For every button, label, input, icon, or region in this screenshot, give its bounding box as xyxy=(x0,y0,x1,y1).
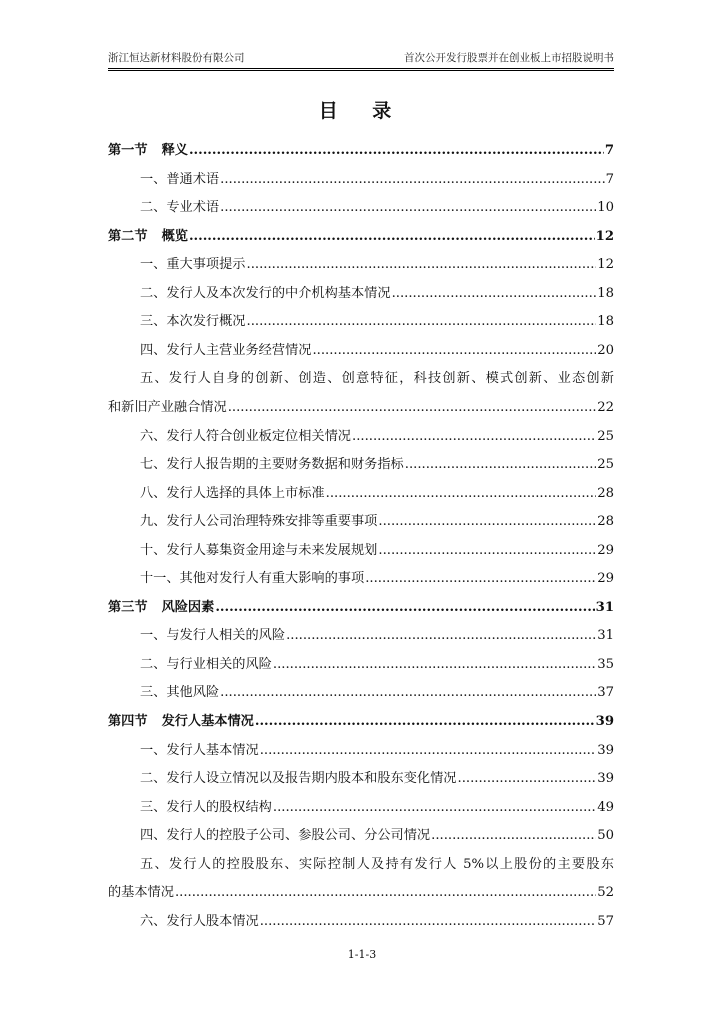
toc-leader-dots xyxy=(260,912,597,932)
toc-entry-label: 一、发行人基本情况 xyxy=(140,742,259,758)
toc-leader-dots xyxy=(255,712,595,732)
toc-entry-row[interactable] xyxy=(108,369,614,389)
toc-entry-label: 一、普通术语 xyxy=(140,171,220,187)
toc-entry-label: 的基本情况 xyxy=(108,885,174,901)
toc-page-number: 18 xyxy=(597,314,614,330)
toc-entry-label: 七、发行人报告期的主要财务数据和财务指标 xyxy=(140,457,404,473)
header-company: 浙江恒达新材料股份有限公司 xyxy=(108,52,245,64)
toc-leader-dots xyxy=(228,398,597,418)
toc-entry-row[interactable] xyxy=(108,312,614,332)
toc-entry-label: 一、重大事项提示 xyxy=(140,257,246,273)
toc-entry-label: 二、与行业相关的风险 xyxy=(140,656,272,672)
toc-entry-label: 五、发行人自身的创新、创造、创意特征，科技创新、模式创新、业态创新 xyxy=(140,371,614,387)
toc-page-number: 25 xyxy=(597,428,614,444)
toc-leader-dots xyxy=(431,826,596,846)
toc-leader-dots xyxy=(352,427,596,447)
toc-entry-row[interactable] xyxy=(108,741,614,761)
toc-entry-label: 第一节 释义 xyxy=(108,143,188,158)
toc-leader-dots xyxy=(378,541,596,561)
toc-entry-row[interactable] xyxy=(108,341,614,361)
toc-entry-row[interactable] xyxy=(108,798,614,818)
toc-entry-label: 二、发行人设立情况以及报告期内股本和股东变化情况 xyxy=(140,771,457,787)
toc-entry-row[interactable] xyxy=(108,170,614,190)
toc-page-number: 12 xyxy=(597,257,614,273)
toc-page-number: 12 xyxy=(595,228,614,244)
toc-entry-label: 十一、其他对发行人有重大影响的事项 xyxy=(140,571,365,587)
toc-leader-dots xyxy=(189,141,604,161)
toc-section-number: 第四节 xyxy=(108,714,148,729)
toc-section-number: 第三节 xyxy=(108,599,148,615)
toc-leader-dots xyxy=(175,883,596,903)
page-header xyxy=(108,49,614,69)
toc-leader-dots xyxy=(220,198,596,218)
toc-entry-label: 三、本次发行概况 xyxy=(140,314,246,330)
toc-entry-label: 三、发行人的股权结构 xyxy=(140,799,272,815)
toc-leader-dots xyxy=(365,569,596,589)
toc-entry-label: 一、与发行人相关的风险 xyxy=(140,628,286,644)
toc-page-number: 22 xyxy=(597,399,614,415)
toc-leader-dots xyxy=(378,512,596,532)
toc-page-number: 39 xyxy=(597,742,614,758)
toc-entry-row[interactable] xyxy=(108,427,614,447)
toc-page-number: 28 xyxy=(597,514,614,530)
toc-page-number: 35 xyxy=(597,656,614,672)
toc-page-number: 31 xyxy=(595,599,614,615)
toc-leader-dots xyxy=(405,455,596,475)
toc-leader-dots xyxy=(189,227,595,247)
toc-page-number: 37 xyxy=(597,685,614,701)
toc-page-number: 49 xyxy=(597,799,614,815)
toc-leader-dots xyxy=(458,769,597,789)
toc-entry-row[interactable] xyxy=(108,198,614,218)
toc-page-number: 29 xyxy=(597,542,614,558)
toc-page-number: 10 xyxy=(597,200,614,216)
toc-leader-dots xyxy=(260,741,597,761)
toc-leader-dots xyxy=(392,284,597,304)
toc-title: 目 录 xyxy=(318,100,406,122)
toc-entry-label: 二、专业术语 xyxy=(140,200,220,216)
toc-entry-label: 和新旧产业融合情况 xyxy=(108,399,227,415)
toc-entry-row[interactable] xyxy=(108,655,614,675)
toc-section-row[interactable] xyxy=(108,712,614,732)
toc-entry-row[interactable] xyxy=(108,569,614,589)
toc-entry-label: 四、发行人的控股子公司、参股公司、分公司情况 xyxy=(140,828,431,844)
toc-leader-dots xyxy=(286,626,596,646)
toc-page-number: 29 xyxy=(597,571,614,587)
toc-leader-dots xyxy=(247,255,597,275)
toc-entry-label: 八、发行人选择的具体上市标准 xyxy=(140,485,325,501)
toc-entry-row[interactable] xyxy=(108,484,614,504)
toc-section-number: 第一节 xyxy=(108,143,148,158)
toc-page-number: 25 xyxy=(597,457,614,473)
toc-page-number: 28 xyxy=(597,485,614,501)
toc-entry-row[interactable] xyxy=(108,398,614,418)
toc-leader-dots xyxy=(273,655,596,675)
toc-entry-label: 第四节 发行人基本情况 xyxy=(108,714,254,729)
toc-leader-dots xyxy=(273,798,596,818)
toc-entry-row[interactable] xyxy=(108,912,614,932)
toc-page-number: 7 xyxy=(605,171,614,187)
toc-entry-label: 三、其他风险 xyxy=(140,685,220,701)
toc-entry-label: 五、发行人的控股股东、实际控制人及持有发行人 5%以上股份的主要股东 xyxy=(140,856,614,872)
toc-entry-label: 十、发行人募集资金用途与未来发展规划 xyxy=(140,542,378,558)
toc-leader-dots xyxy=(312,341,596,361)
toc-entry-row[interactable] xyxy=(108,541,614,561)
toc-entry-row[interactable] xyxy=(108,683,614,703)
toc-section-row[interactable] xyxy=(108,141,614,161)
toc-leader-dots xyxy=(220,170,604,190)
toc-page-number: 18 xyxy=(597,285,614,301)
toc-page-number: 52 xyxy=(597,885,614,901)
toc-leader-dots xyxy=(220,683,596,703)
toc-page-number: 31 xyxy=(597,628,614,644)
toc-leader-dots xyxy=(215,598,594,618)
toc-entry-label: 二、发行人及本次发行的中介机构基本情况 xyxy=(140,285,391,301)
toc-entry-row[interactable] xyxy=(108,769,614,789)
header-doc-title: 首次公开发行股票并在创业板上市招股说明书 xyxy=(404,52,614,64)
toc-entry-label: 九、发行人公司治理特殊安排等重要事项 xyxy=(140,514,378,530)
toc-entry-row[interactable] xyxy=(108,255,614,275)
toc-section-row[interactable] xyxy=(108,598,614,618)
toc-page-number: 50 xyxy=(597,828,614,844)
toc-entry-label: 六、发行人股本情况 xyxy=(140,913,259,929)
toc-leader-dots xyxy=(326,484,597,504)
toc-page-number: 39 xyxy=(597,771,614,787)
toc-page-number: 57 xyxy=(597,913,614,929)
toc-leader-dots xyxy=(247,312,597,332)
toc-entry-row[interactable] xyxy=(108,455,614,475)
toc-page-number: 20 xyxy=(597,342,614,358)
toc-page-number: 7 xyxy=(604,143,614,158)
toc-entry-label: 四、发行人主营业务经营情况 xyxy=(140,342,312,358)
toc-entry-row[interactable] xyxy=(108,512,614,532)
toc-entry-row[interactable] xyxy=(108,284,614,304)
toc-section-row[interactable] xyxy=(108,227,614,247)
toc-entry-row[interactable] xyxy=(108,826,614,846)
toc-entry-row[interactable] xyxy=(108,855,614,875)
toc-entry-label: 第二节 概览 xyxy=(108,228,188,244)
toc-page-number: 39 xyxy=(595,714,614,729)
toc-entry-label: 第三节 风险因素 xyxy=(108,599,215,615)
toc-section-number: 第二节 xyxy=(108,228,148,244)
toc-entry-label: 六、发行人符合创业板定位相关情况 xyxy=(140,428,351,444)
toc-entry-row[interactable] xyxy=(108,626,614,646)
toc-entry-row[interactable] xyxy=(108,883,614,903)
page-number: 1-1-3 xyxy=(347,948,377,961)
